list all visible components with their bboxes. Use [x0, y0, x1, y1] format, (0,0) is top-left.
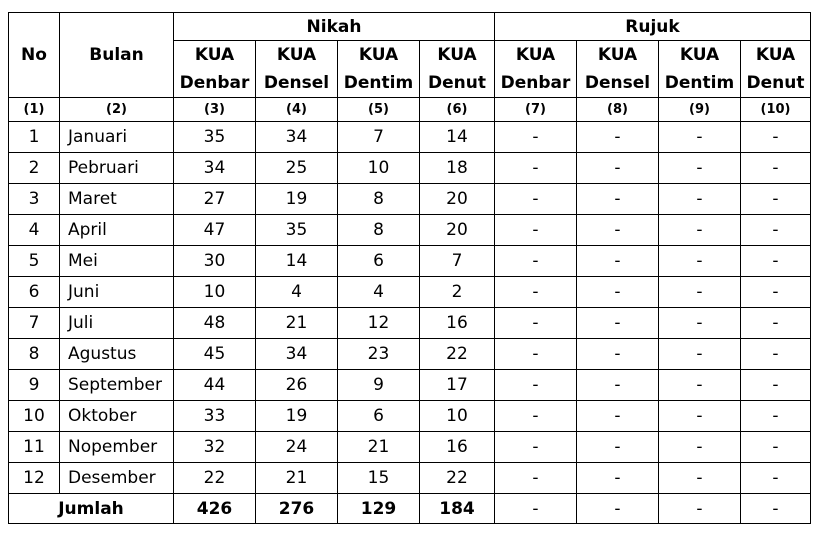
- header-kua-column: [741, 41, 811, 98]
- cell-rujuk: -: [741, 401, 811, 432]
- column-number: (6): [420, 98, 495, 122]
- cell-rujuk: -: [741, 215, 811, 246]
- cell-nikah: 24: [256, 432, 338, 463]
- cell-nikah: 25: [256, 153, 338, 184]
- cell-bulan: Maret: [60, 184, 174, 215]
- header-kua-label: KUA: [194, 45, 235, 65]
- cell-rujuk: -: [495, 277, 577, 308]
- cell-nikah: 21: [338, 432, 420, 463]
- total-nikah: 276: [256, 494, 338, 524]
- total-nikah: 184: [420, 494, 495, 524]
- cell-nikah: 16: [420, 308, 495, 339]
- cell-nikah: 21: [256, 463, 338, 494]
- cell-rujuk: -: [495, 184, 577, 215]
- cell-rujuk: -: [659, 246, 741, 277]
- header-kua-label: KUA: [755, 45, 796, 65]
- header-kua-label: KUA: [597, 45, 638, 65]
- cell-rujuk: -: [495, 370, 577, 401]
- column-number: (1): [9, 98, 60, 122]
- cell-no: 12: [9, 463, 60, 494]
- cell-rujuk: -: [659, 122, 741, 153]
- cell-bulan: Oktober: [60, 401, 174, 432]
- cell-nikah: 10: [174, 277, 256, 308]
- cell-bulan: Pebruari: [60, 153, 174, 184]
- cell-nikah: 22: [420, 463, 495, 494]
- cell-nikah: 20: [420, 215, 495, 246]
- cell-bulan: Juni: [60, 277, 174, 308]
- cell-rujuk: -: [577, 370, 659, 401]
- table-row: [9, 246, 811, 277]
- column-number: (3): [174, 98, 256, 122]
- cell-no: 9: [9, 370, 60, 401]
- cell-nikah: 10: [338, 153, 420, 184]
- table-row: [9, 184, 811, 215]
- cell-bulan: Nopember: [60, 432, 174, 463]
- cell-rujuk: -: [495, 122, 577, 153]
- cell-rujuk: -: [577, 277, 659, 308]
- column-number: (8): [577, 98, 659, 122]
- cell-rujuk: -: [577, 246, 659, 277]
- cell-rujuk: -: [495, 463, 577, 494]
- table-row: [9, 122, 811, 153]
- cell-no: 5: [9, 246, 60, 277]
- header-kua-label: KUA: [276, 45, 317, 65]
- cell-nikah: 9: [338, 370, 420, 401]
- cell-nikah: 35: [174, 122, 256, 153]
- cell-no: 4: [9, 215, 60, 246]
- cell-nikah: 7: [338, 122, 420, 153]
- cell-nikah: 7: [420, 246, 495, 277]
- column-number: (7): [495, 98, 577, 122]
- cell-bulan: Mei: [60, 246, 174, 277]
- cell-nikah: 34: [256, 122, 338, 153]
- header-kua-column: [577, 41, 659, 98]
- cell-nikah: 23: [338, 339, 420, 370]
- header-bulan: Bulan: [60, 13, 174, 98]
- header-nikah: Nikah: [174, 13, 495, 41]
- column-number: (9): [659, 98, 741, 122]
- cell-rujuk: -: [495, 215, 577, 246]
- cell-nikah: 4: [256, 277, 338, 308]
- cell-rujuk: -: [495, 308, 577, 339]
- cell-nikah: 20: [420, 184, 495, 215]
- cell-bulan: Juli: [60, 308, 174, 339]
- cell-rujuk: -: [741, 184, 811, 215]
- cell-no: 2: [9, 153, 60, 184]
- header-kua-label: KUA: [437, 45, 477, 65]
- total-label: Jumlah: [9, 494, 174, 524]
- cell-nikah: 4: [338, 277, 420, 308]
- cell-nikah: 8: [338, 215, 420, 246]
- cell-nikah: 34: [256, 339, 338, 370]
- cell-bulan: September: [60, 370, 174, 401]
- marriage-reconciliation-table: [8, 12, 811, 524]
- cell-rujuk: -: [495, 432, 577, 463]
- cell-nikah: 10: [420, 401, 495, 432]
- cell-bulan: Januari: [60, 122, 174, 153]
- cell-rujuk: -: [741, 339, 811, 370]
- header-kua-district: Denbar: [179, 73, 250, 93]
- cell-nikah: 34: [174, 153, 256, 184]
- cell-nikah: 22: [174, 463, 256, 494]
- header-rujuk: Rujuk: [495, 13, 811, 41]
- header-kua-column: [256, 41, 338, 98]
- cell-nikah: 33: [174, 401, 256, 432]
- cell-rujuk: -: [659, 308, 741, 339]
- cell-nikah: 32: [174, 432, 256, 463]
- header-kua-district: Dentim: [343, 73, 414, 93]
- header-kua-label: KUA: [515, 45, 556, 65]
- column-number: (5): [338, 98, 420, 122]
- cell-rujuk: -: [577, 215, 659, 246]
- header-kua-district: Denut: [428, 73, 486, 93]
- cell-rujuk: -: [741, 463, 811, 494]
- cell-bulan: Desember: [60, 463, 174, 494]
- header-kua-district: Densel: [584, 73, 651, 93]
- cell-no: 10: [9, 401, 60, 432]
- table-row: [9, 401, 811, 432]
- cell-nikah: 14: [420, 122, 495, 153]
- cell-nikah: 21: [256, 308, 338, 339]
- table-row: [9, 215, 811, 246]
- header-kua-district: Densel: [263, 73, 330, 93]
- cell-nikah: 15: [338, 463, 420, 494]
- cell-nikah: 19: [256, 401, 338, 432]
- cell-bulan: Agustus: [60, 339, 174, 370]
- cell-rujuk: -: [741, 370, 811, 401]
- cell-rujuk: -: [659, 184, 741, 215]
- cell-rujuk: -: [741, 277, 811, 308]
- cell-nikah: 44: [174, 370, 256, 401]
- header-kua-column: [495, 41, 577, 98]
- cell-rujuk: -: [577, 401, 659, 432]
- cell-rujuk: -: [577, 308, 659, 339]
- cell-no: 6: [9, 277, 60, 308]
- header-kua-column: [174, 41, 256, 98]
- cell-bulan: April: [60, 215, 174, 246]
- cell-nikah: 22: [420, 339, 495, 370]
- cell-rujuk: -: [495, 153, 577, 184]
- cell-rujuk: -: [577, 122, 659, 153]
- total-rujuk: -: [577, 494, 659, 524]
- cell-rujuk: -: [659, 401, 741, 432]
- column-number: (10): [741, 98, 811, 122]
- cell-rujuk: -: [741, 153, 811, 184]
- cell-rujuk: -: [659, 277, 741, 308]
- cell-nikah: 8: [338, 184, 420, 215]
- cell-rujuk: -: [495, 246, 577, 277]
- cell-no: 1: [9, 122, 60, 153]
- table-container: [8, 12, 811, 524]
- header-kua-column: [659, 41, 741, 98]
- header-kua-column: [420, 41, 495, 98]
- cell-nikah: 2: [420, 277, 495, 308]
- cell-rujuk: -: [741, 308, 811, 339]
- total-nikah: 129: [338, 494, 420, 524]
- cell-rujuk: -: [495, 401, 577, 432]
- table-row: [9, 308, 811, 339]
- cell-rujuk: -: [577, 432, 659, 463]
- cell-rujuk: -: [741, 246, 811, 277]
- cell-rujuk: -: [495, 339, 577, 370]
- cell-rujuk: -: [577, 339, 659, 370]
- column-number: (4): [256, 98, 338, 122]
- cell-rujuk: -: [577, 153, 659, 184]
- cell-rujuk: -: [741, 432, 811, 463]
- total-row: [9, 494, 811, 524]
- header-kua-column: [338, 41, 420, 98]
- cell-nikah: 48: [174, 308, 256, 339]
- total-rujuk: -: [741, 494, 811, 524]
- table-row: [9, 432, 811, 463]
- header-kua-label: KUA: [679, 45, 720, 65]
- header-no: No: [9, 13, 60, 98]
- cell-rujuk: -: [741, 122, 811, 153]
- cell-nikah: 27: [174, 184, 256, 215]
- cell-rujuk: -: [659, 339, 741, 370]
- cell-no: 8: [9, 339, 60, 370]
- cell-nikah: 17: [420, 370, 495, 401]
- header-kua-label: KUA: [358, 45, 399, 65]
- cell-nikah: 26: [256, 370, 338, 401]
- table-row: [9, 339, 811, 370]
- cell-rujuk: -: [577, 184, 659, 215]
- header-kua-district: Dentim: [664, 73, 735, 93]
- header-kua-district: Denbar: [500, 73, 571, 93]
- total-rujuk: -: [659, 494, 741, 524]
- table-row: [9, 153, 811, 184]
- table-row: [9, 370, 811, 401]
- cell-rujuk: -: [577, 463, 659, 494]
- cell-nikah: 14: [256, 246, 338, 277]
- header-kua-district: Denut: [746, 73, 805, 93]
- cell-nikah: 30: [174, 246, 256, 277]
- cell-nikah: 45: [174, 339, 256, 370]
- cell-nikah: 35: [256, 215, 338, 246]
- cell-nikah: 19: [256, 184, 338, 215]
- column-number: (2): [60, 98, 174, 122]
- cell-nikah: 6: [338, 246, 420, 277]
- cell-rujuk: -: [659, 463, 741, 494]
- table-row: [9, 277, 811, 308]
- cell-no: 11: [9, 432, 60, 463]
- cell-no: 3: [9, 184, 60, 215]
- cell-no: 7: [9, 308, 60, 339]
- cell-nikah: 12: [338, 308, 420, 339]
- cell-nikah: 18: [420, 153, 495, 184]
- table-row: [9, 463, 811, 494]
- cell-nikah: 47: [174, 215, 256, 246]
- cell-rujuk: -: [659, 153, 741, 184]
- cell-nikah: 16: [420, 432, 495, 463]
- cell-nikah: 6: [338, 401, 420, 432]
- cell-rujuk: -: [659, 215, 741, 246]
- cell-rujuk: -: [659, 370, 741, 401]
- cell-rujuk: -: [659, 432, 741, 463]
- total-nikah: 426: [174, 494, 256, 524]
- total-rujuk: -: [495, 494, 577, 524]
